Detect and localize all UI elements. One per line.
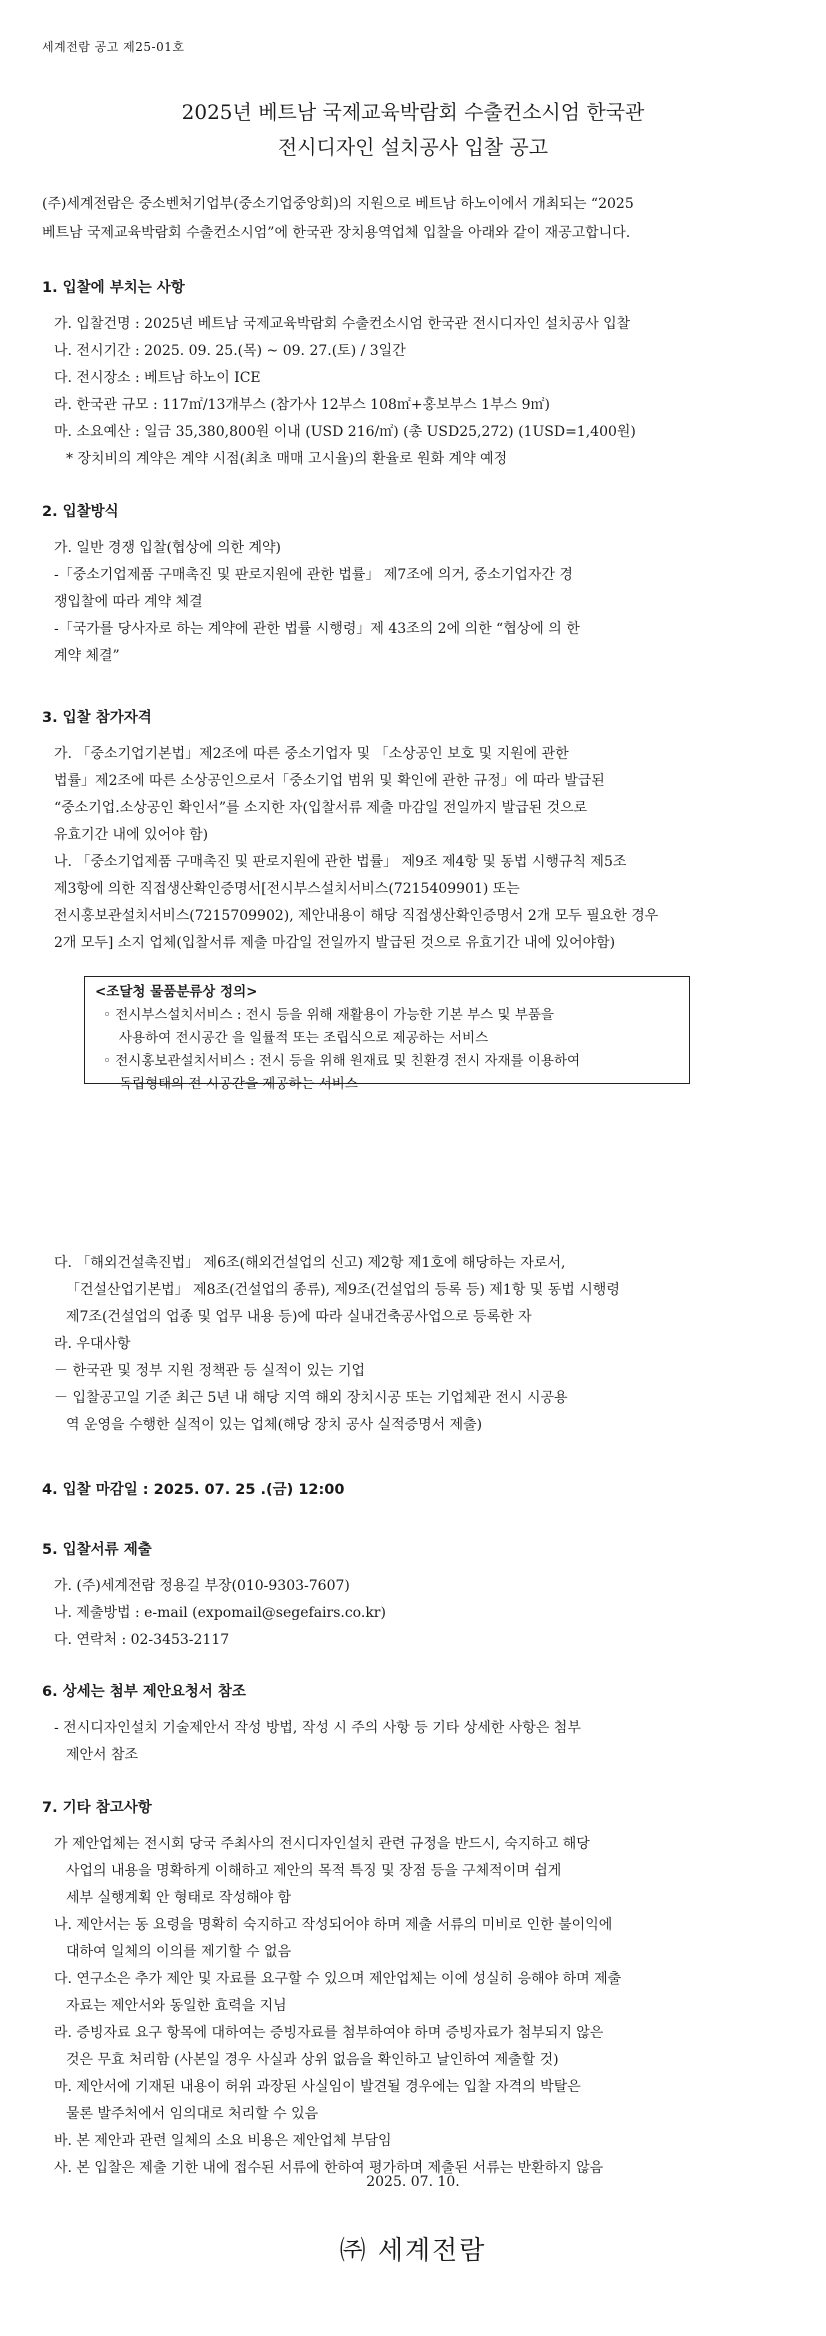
item-line: 가 제안업체는 전시회 당국 주최사의 전시디자인설치 관련 규정을 반드시, 숙지하고 해당 (54, 1836, 590, 1852)
item-line: 세부 실행계획 안 형태로 작성해야 함 (66, 1890, 292, 1906)
item-line: 계약 체결” (54, 648, 120, 664)
section-heading: 6. 상세는 첨부 제안요청서 참조 (42, 1684, 246, 1700)
item-line: 역 운영을 수행한 실적이 있는 업체(해당 장치 공사 실적증명서 제출) (66, 1417, 483, 1433)
definition-item: ◦ 전시홍보관설치서비스 : 전시 등을 위해 원재료 및 친환경 전시 자재를 이용하여 (103, 1053, 581, 1069)
item-line: 유효기간 내에 있어야 함) (54, 827, 209, 843)
item-line: 나. 제안서는 동 요령을 명확히 숙지하고 작성되어야 하며 제출 서류의 미비로 인한 불이익에 (54, 1917, 613, 1933)
item-line: 다. 전시장소 : 베트남 하노이 ICE (54, 370, 261, 386)
title-line-1: 2025년 베트남 국제교육박람회 수출컨소시엄 한국관 (181, 100, 645, 124)
definition-title: <조달청 물품분류상 정의> (95, 984, 258, 1000)
item-line: 제3항에 의한 직접생산확인증명서[전시부스설치서비스(7215409901) 또는 (54, 881, 520, 897)
definition-item: ◦ 전시부스설치서비스 : 전시 등을 위해 재활용이 가능한 기본 부스 및 부품을 (103, 1007, 554, 1023)
section-heading: 2. 입찰방식 (42, 504, 119, 520)
section-other-notes (42, 1796, 784, 2182)
section-deadline (42, 1478, 784, 1513)
section-qualifications-cont (42, 1250, 784, 1439)
item-line: 가. 일반 경쟁 입찰(협상에 의한 계약) (54, 540, 281, 556)
item-line: -「국가를 당사자로 하는 계약에 관한 법률 시행령」제 43조의 2에 의한 “협상에 의 한 (54, 621, 580, 637)
title-line-2: 전시디자인 설치공사 입찰 공고 (277, 135, 549, 159)
item-line: 전시홍보관설치서비스(7215709902), 제안내용이 해당 직접생산확인증명서 2개 모두 필요한 경우 (54, 908, 659, 924)
item-line: 사업의 내용을 명확하게 이해하고 제안의 목적 특징 및 장점 등을 구체적이며 쉽게 (66, 1863, 562, 1879)
item-line: -「중소기업제품 구매촉진 및 판로지원에 관한 법률」 제7조에 의거, 중소기업자간 경 (54, 567, 573, 583)
intro-line: 베트남 국제교육박람회 수출컨소시엄”에 한국관 장치용역업체 입찰을 아래와 같이 재공고합니다. (42, 225, 631, 241)
item-line: 「건설산업기본법」 제8조(건설업의 종류), 제9조(건설업의 등록 등) 제1항 및 동법 시행령 (66, 1282, 620, 1298)
notice-number: 세계전람 공고 제25-01호 (42, 40, 185, 54)
section-bid-items (42, 276, 784, 473)
definition-box (84, 976, 690, 1092)
item-line: 다. 연락처 : 02-3453-2117 (54, 1632, 230, 1648)
item-line: 사. 본 입찰은 제출 기한 내에 접수된 서류에 한하여 평가하며 제출된 서류는 반환하지 않음 (54, 2160, 604, 2176)
item-line: 가. (주)세계전람 정용길 부장(010-9303-7607) (54, 1578, 350, 1594)
organization-name: ㈜ 세계전람 (339, 2236, 487, 2266)
section-heading: 1. 입찰에 부치는 사항 (42, 280, 185, 296)
item-line: 다. 「해외건설촉진법」 제6조(해외건설업의 신고) 제2항 제1호에 해당하는 자로서, (54, 1255, 566, 1271)
item-line: 나. 전시기간 : 2025. 09. 25.(목) ~ 09. 27.(토) / 3일간 (54, 343, 406, 359)
item-line: 바. 본 제안과 관련 일체의 소요 비용은 제안업체 부담임 (54, 2133, 392, 2149)
section-heading: 7. 기타 참고사항 (42, 1800, 152, 1816)
definition-item: 독립형태의 전 시공간을 제공하는 서비스 (119, 1076, 358, 1092)
section-heading: 3. 입찰 참가자격 (42, 710, 152, 726)
item-line: 마. 소요예산 : 일금 35,380,800원 이내 (USD 216/㎡) (총 USD25,272) (1USD=1,400원) (54, 424, 636, 440)
item-line: 2개 모두] 소지 업체(입찰서류 제출 마감일 전일까지 발급된 것으로 유효기간 내에 있어야함) (54, 935, 616, 951)
section-heading: 4. 입찰 마감일 : 2025. 07. 25 .(금) 12:00 (42, 1482, 345, 1498)
item-line: 쟁입찰에 따라 계약 체결 (54, 594, 203, 610)
section-details (42, 1680, 784, 1769)
item-line: 법률」제2조에 따른 소상공인으로서「중소기업 범위 및 확인에 관한 규정」에 따라 발급된 (54, 773, 605, 789)
item-line: 가. 「중소기업기본법」제2조에 따른 중소기업자 및 「소상공인 보호 및 지원에 관한 (54, 746, 569, 762)
item-line: － 한국관 및 정부 지원 정책관 등 실적이 있는 기업 (54, 1363, 366, 1379)
item-line: 나. 「중소기업제품 구매촉진 및 판로지원에 관한 법률」 제9조 제4항 및 동법 시행규칙 제5조 (54, 854, 627, 870)
intro-line: (주)세계전람은 중소벤처기업부(중소기업중앙회)의 지원으로 베트남 하노이에서 개최되는 “2025 (42, 196, 634, 212)
item-line: “중소기업.소상공인 확인서”를 소지한 자(입찰서류 제출 마감일 전일까지 발급된 것으로 (54, 800, 588, 816)
item-line: 자료는 제안서와 동일한 효력을 지님 (66, 1998, 287, 2014)
section-documents (42, 1538, 784, 1654)
item-line: 제안서 참조 (66, 1747, 139, 1763)
item-line: 마. 제안서에 기재된 내용이 허위 과장된 사실임이 발견될 경우에는 입찰 자격의 박탈은 (54, 2079, 581, 2095)
section-bid-method (42, 500, 784, 670)
item-line: 물론 발주처에서 임의대로 처리할 수 있음 (66, 2106, 319, 2122)
notice-date: 2025. 07. 10. (366, 2174, 460, 2190)
item-line: - 전시디자인설치 기술제안서 작성 방법, 작성 시 주의 사항 등 기타 상세한 사항은 첨부 (54, 1720, 581, 1736)
section-qualifications (42, 706, 784, 957)
item-line: 라. 한국관 규모 : 117㎡/13개부스 (참가사 12부스 108㎡+홍보부스 1부스 9㎡) (54, 397, 550, 413)
item-line: 것은 무효 처리함 (사본일 경우 사실과 상위 없음을 확인하고 날인하여 제출할 것) (66, 2052, 559, 2068)
intro-paragraph (42, 190, 784, 248)
item-line: 다. 연구소은 추가 제안 및 자료를 요구할 수 있으며 제안업체는 이에 성실히 응해야 하며 제출 (54, 1971, 622, 1987)
item-line: 제7조(건설업의 업종 및 업무 내용 등)에 따라 실내건축공사업으로 등록한 자 (66, 1309, 532, 1325)
note-line: * 장치비의 계약은 계약 시점(최초 매매 고시율)의 환율로 원화 계약 예정 (66, 451, 508, 467)
item-line: 가. 입찰건명 : 2025년 베트남 국제교육박람회 수출컨소시엄 한국관 전시디자인 설치공사 입찰 (54, 316, 631, 332)
item-line: 대하여 일체의 이의를 제기할 수 없음 (66, 1944, 292, 1960)
item-line: 나. 제출방법 : e-mail (expomail@segefairs.co.kr) (54, 1605, 386, 1621)
item-line: 라. 증빙자료 요구 항목에 대하여는 증빙자료를 첨부하여야 하며 증빙자료가 첨부되지 않은 (54, 2025, 604, 2041)
section-heading: 5. 입찰서류 제출 (42, 1542, 152, 1558)
item-line: 라. 우대사항 (54, 1336, 131, 1352)
item-line: － 입찰공고일 기준 최근 5년 내 해당 지역 해외 장치시공 또는 기업체관 전시 시공용 (54, 1390, 568, 1406)
definition-item: 사용하여 전시공간 을 일률적 또는 조립식으로 제공하는 서비스 (119, 1030, 489, 1046)
